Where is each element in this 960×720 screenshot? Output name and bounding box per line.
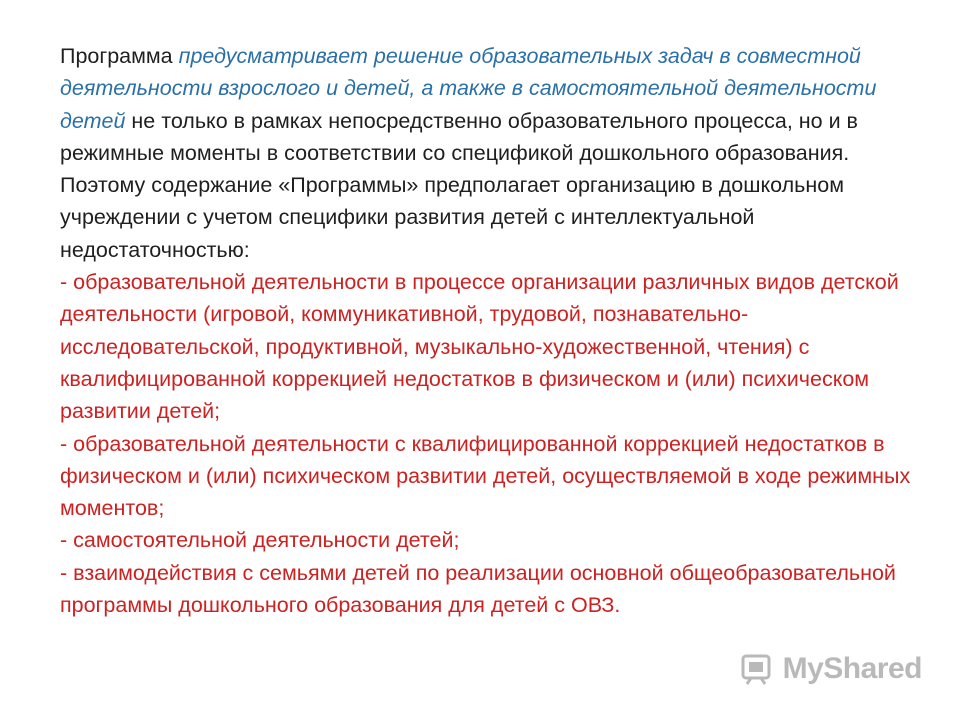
watermark-text: MyShared	[782, 652, 922, 685]
list-item: - взаимодействия с семьями детей по реализации основной общеобразовательной программы дошкольного образования для детей с ОВЗ.	[60, 560, 896, 618]
myshared-logo-icon	[739, 652, 777, 686]
list-item: - самостоятельной деятельности детей;	[60, 528, 460, 553]
list-item: - образовательной деятельности в процессе организации различных видов детской деятельности (игровой, коммуникативной, трудовой, познавательно-исследовательской, продуктивной, музыкально-художественной, чтения) с квалифицированной коррекцией недостатков в физическом и (или) психическом развитии детей;	[60, 270, 899, 424]
slide-body	[60, 40, 920, 621]
list-item: - образовательной деятельности с квалифицированной коррекцией недостатков в физическом и (или) психическом развитии детей, осуществляемой в ходе режимных моментов;	[60, 431, 911, 521]
watermark	[739, 652, 922, 686]
intro-rest: не только в рамках непосредственно образовательного процесса, но и в режимные моменты в соответствии со спецификой дошкольного образования. Поэтому содержание «Программы» предполагает организацию в дошкольном учреждении с учетом специфики развития детей с интеллектуальной недостаточностью:	[60, 108, 858, 262]
intro-lead: Программа	[60, 44, 179, 68]
intro-paragraph	[60, 40, 920, 266]
intro-emphasis: предусматривает решение образовательных задач в совместной деятельности взрослого и детей, а также в самостоятельной деятельности детей	[60, 44, 877, 133]
